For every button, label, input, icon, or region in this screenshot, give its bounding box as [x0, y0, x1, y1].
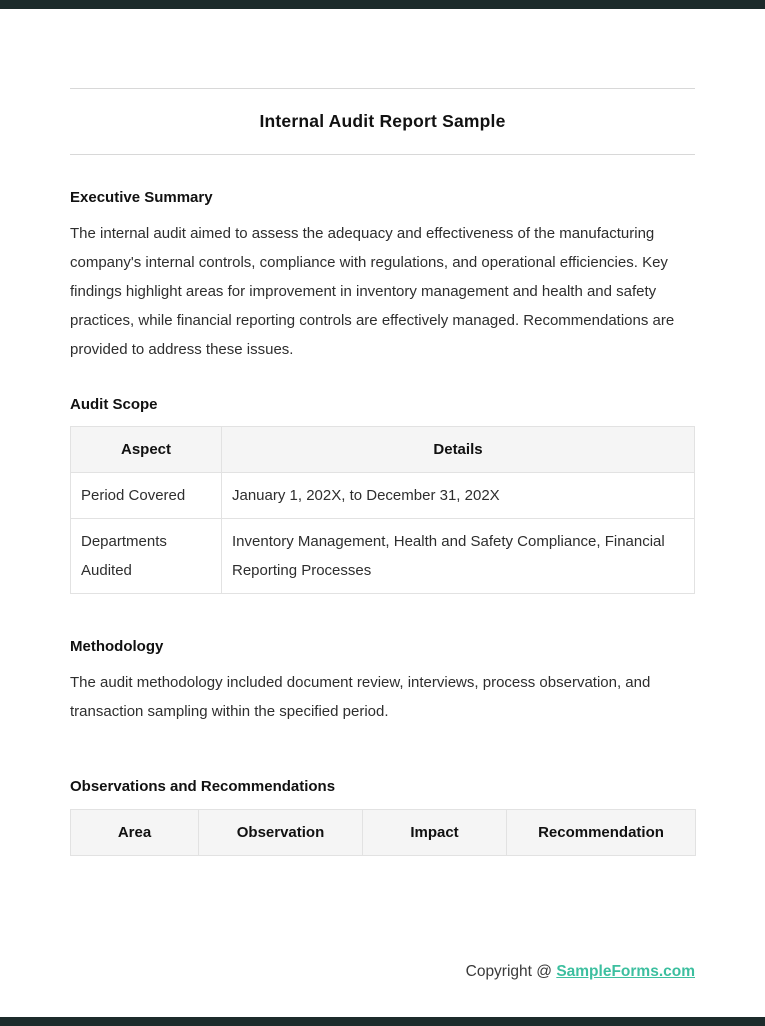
observations-table — [70, 809, 696, 856]
bottom-border-bar — [0, 1017, 765, 1026]
obs-column-header-area: Area — [71, 810, 199, 856]
scope-column-header-details: Details — [222, 427, 695, 473]
section-heading-observations-recommendations: Observations and Recommendations — [70, 778, 336, 795]
obs-column-header-observation: Observation — [199, 810, 363, 856]
section-heading-methodology: Methodology — [70, 638, 164, 655]
section-heading-executive-summary: Executive Summary — [70, 189, 213, 206]
scope-cell-details: Inventory Management, Health and Safety Compliance, Financial Reporting Processes — [222, 519, 695, 594]
obs-column-header-recommendation: Recommendation — [507, 810, 696, 856]
title-rule-bottom — [70, 154, 695, 155]
table-header-row — [71, 427, 695, 473]
executive-summary-text: The internal audit aimed to assess the adequacy and effectiveness of the manufacturing company's internal controls, compliance with regulations, and operational efficiencies. Key findings highlight areas for improvement in inventory management and health and safety practices, while financial reporting controls are effectively managed. Recommendations are provided to address these issues. — [70, 225, 675, 358]
page-content — [0, 9, 765, 1017]
table-row — [71, 473, 695, 519]
scope-column-header-aspect: Aspect — [71, 427, 222, 473]
audit-scope-table-body — [71, 473, 695, 594]
sampleforms-link[interactable]: SampleForms.com — [556, 963, 695, 980]
audit-scope-table — [70, 426, 695, 594]
obs-column-header-impact: Impact — [363, 810, 507, 856]
audit-scope-table-header — [71, 427, 695, 473]
observations-table-header — [71, 810, 696, 856]
scope-cell-aspect: Period Covered — [71, 473, 222, 519]
methodology-text: The audit methodology included document review, interviews, process observation, and transaction sampling within the specified period. — [70, 674, 651, 720]
top-border-bar — [0, 0, 765, 9]
page-title: Internal Audit Report Sample — [259, 111, 506, 131]
section-heading-audit-scope: Audit Scope — [70, 396, 158, 413]
table-row — [71, 519, 695, 594]
footer — [70, 963, 695, 981]
scope-cell-details: January 1, 202X, to December 31, 202X — [222, 473, 695, 519]
table-header-row — [71, 810, 696, 856]
scope-cell-aspect: Departments Audited — [71, 519, 222, 594]
copyright-text: Copyright @ — [465, 963, 557, 980]
